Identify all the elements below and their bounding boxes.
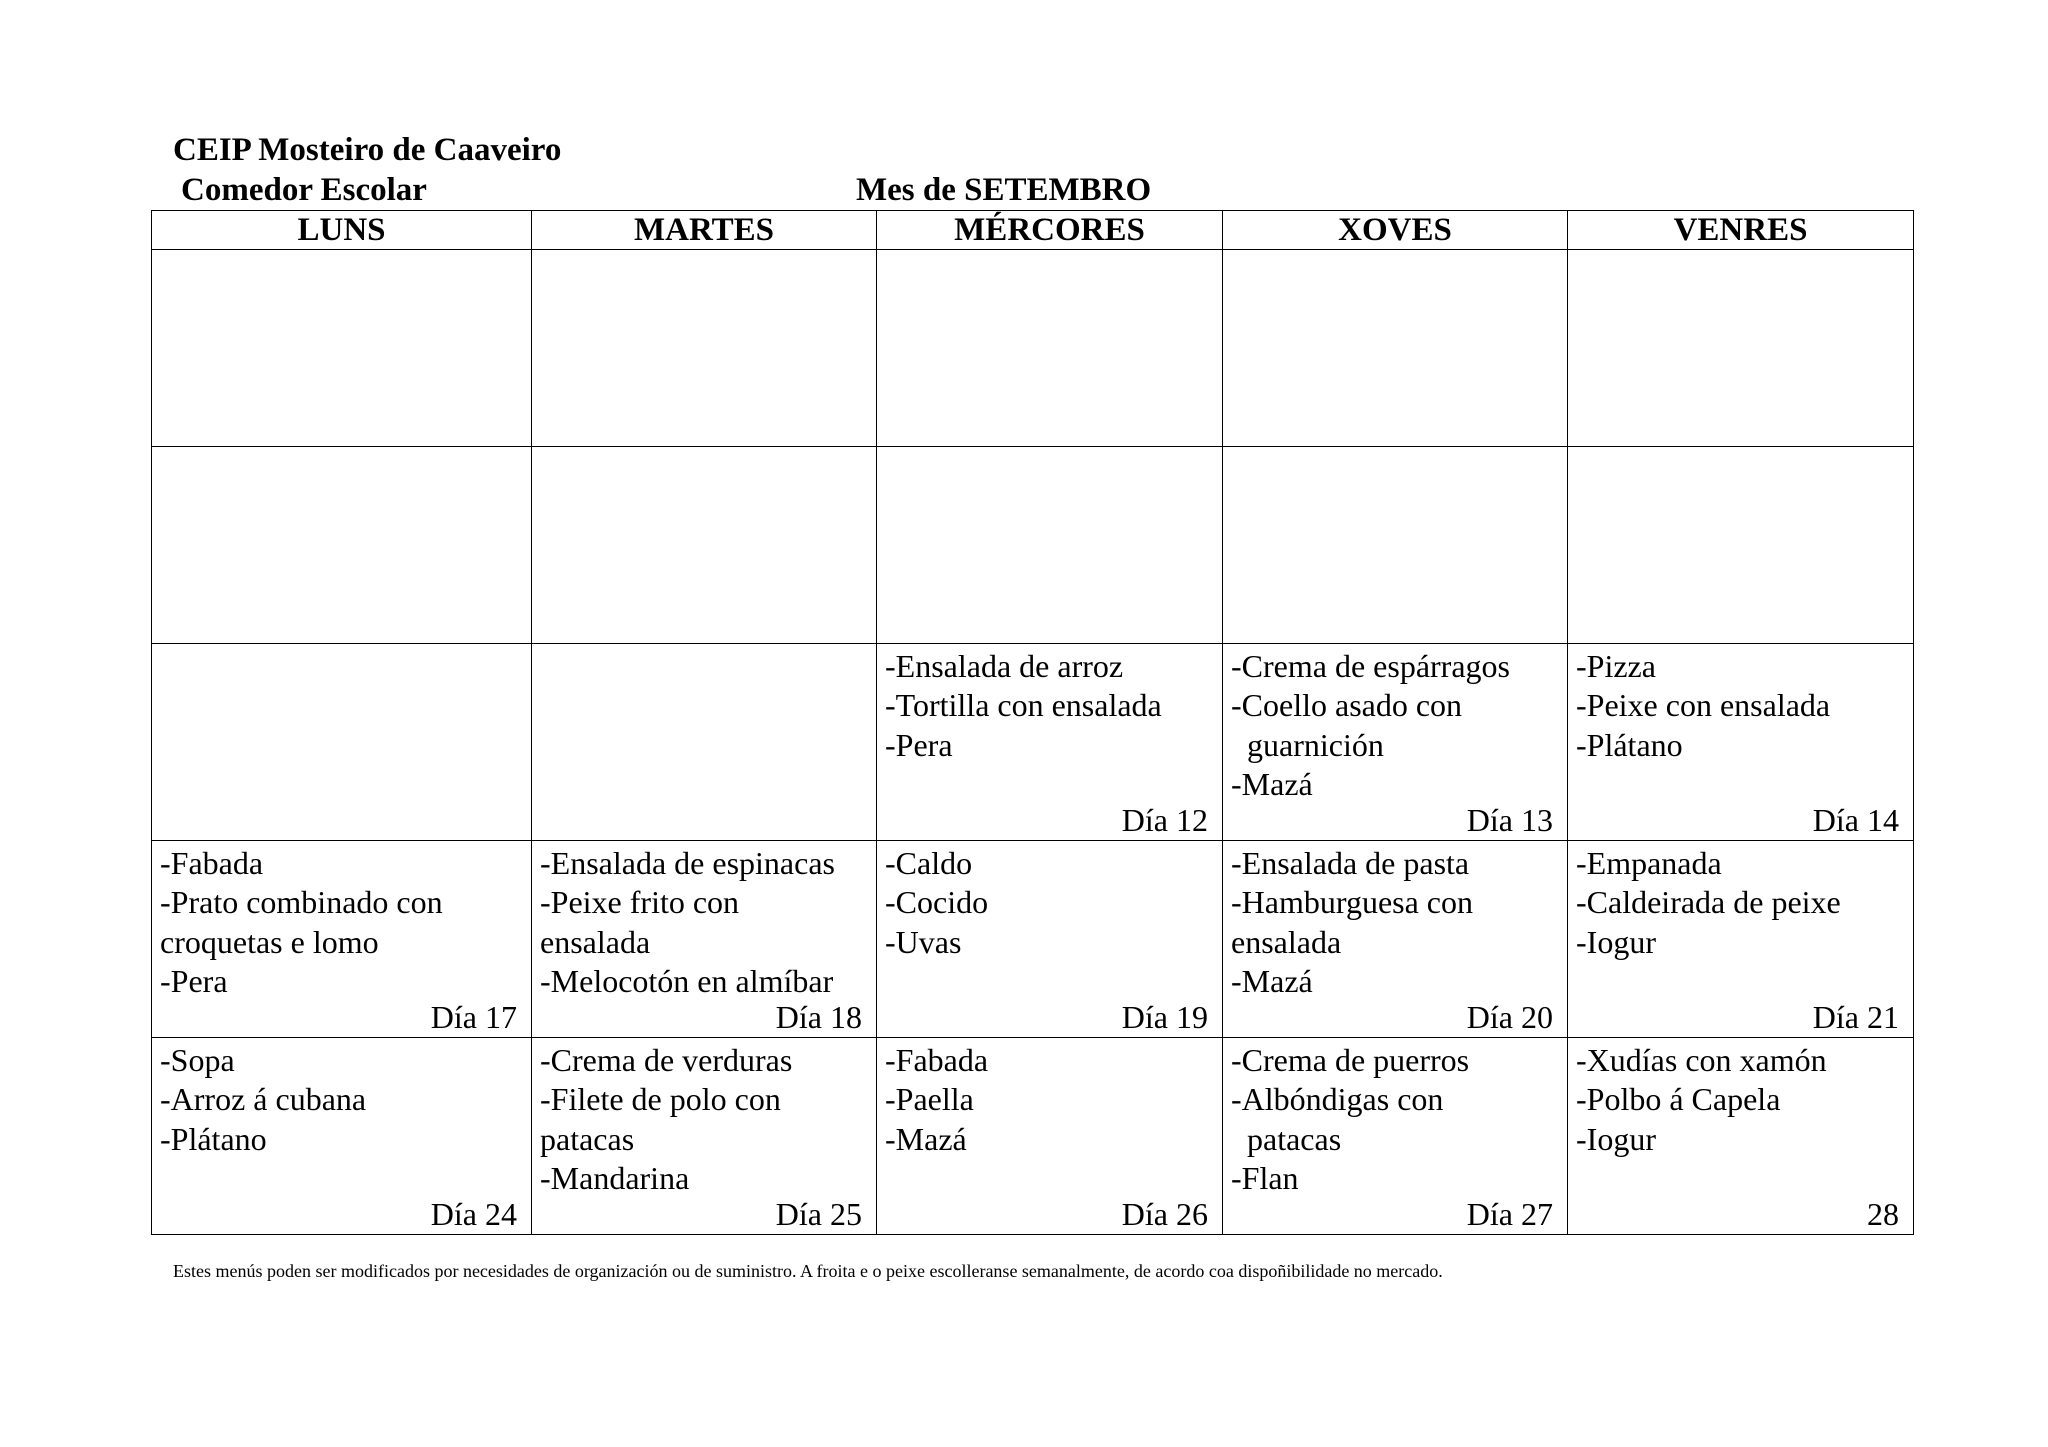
weekday-header: XOVES [1223,211,1568,250]
service-name: Comedor Escolar [181,172,427,208]
dish-item: -Peixe frito con [540,884,740,921]
week-row [152,841,1914,1038]
dish-list [1568,447,1913,450]
day-cell [1568,644,1914,841]
dish-item: -Plátano [1576,726,1683,763]
dish-item: -Pera [885,726,953,763]
dish-item: -Melocotón en almíbar [540,963,834,1000]
day-cell [532,841,877,1038]
footnote: Estes menús poden ser modificados por necesidades de organización ou de suministro. A froita e o peixe escolleranse semanalmente, de acordo coa dispoñibilidade no mercado. [173,1261,1443,1281]
day-cell [152,1038,532,1235]
dish-list [152,1038,531,1159]
day-label: Día 20 [1466,999,1553,1035]
weekday-header: MÉRCORES [877,211,1223,250]
dish-list [532,841,876,1002]
day-cell [1568,447,1914,644]
dish-item: -Tortilla con ensalada [885,687,1162,724]
day-cell [877,447,1223,644]
day-label: Día 19 [1121,999,1208,1035]
dish-item: ensalada [540,923,651,960]
dish-list [877,250,1222,253]
day-label: Día 12 [1121,802,1208,838]
dish-item: -Iogur [1576,1120,1656,1157]
dish-list [1223,841,1567,1002]
dish-list [152,644,531,647]
school-name: CEIP Mosteiro de Caaveiro [173,132,562,168]
dish-list [1568,1038,1913,1159]
week-row [152,1038,1914,1235]
dish-item: ensalada [1231,923,1342,960]
day-label: Día 18 [775,999,862,1035]
day-cell [877,644,1223,841]
day-cell [877,841,1223,1038]
day-cell [532,447,877,644]
day-label: Día 21 [1812,999,1899,1035]
dish-list [532,447,876,450]
dish-list [152,841,531,1002]
dish-list [1223,447,1567,450]
day-cell [532,644,877,841]
menu-calendar [151,210,1914,1235]
dish-list [1223,1038,1567,1199]
dish-item: -Fabada [885,1042,989,1078]
day-cell [877,250,1223,447]
dish-list [1568,644,1913,765]
dish-item: guarnición [1231,726,1384,763]
day-label: Día 17 [430,999,517,1035]
dish-list [877,1038,1222,1159]
day-cell [152,644,532,841]
weekday-header: LUNS [152,211,532,250]
dish-item: -Uvas [885,923,962,960]
week-row [152,644,1914,841]
day-cell [152,841,532,1038]
dish-item: -Albóndigas con [1231,1081,1444,1118]
dish-list [1568,841,1913,962]
dish-list [152,250,531,253]
day-label: Día 27 [1466,1196,1553,1232]
weekday-header: VENRES [1568,211,1914,250]
dish-list [152,447,531,450]
dish-item: -Caldeirada de peixe [1576,884,1841,921]
dish-item: -Ensalada de arroz [885,648,1124,684]
day-label: 28 [1867,1196,1899,1232]
dish-item: -Flan [1231,1160,1299,1197]
dish-item: -Crema de puerros [1231,1042,1470,1078]
week-row [152,250,1914,447]
day-cell [1223,250,1568,447]
day-cell [152,447,532,644]
day-cell [1568,250,1914,447]
dish-item: -Fabada [160,845,264,881]
dish-list [1568,250,1913,253]
dish-item: -Crema de espárragos [1231,648,1510,684]
dish-item: -Plátano [160,1120,267,1157]
dish-item: -Xudías con xamón [1576,1042,1827,1078]
day-cell [532,250,877,447]
weekday-header: MARTES [532,211,877,250]
dish-list [877,644,1222,765]
day-label: Día 26 [1121,1196,1208,1232]
dish-list [1223,250,1567,253]
month-title: Mes de SETEMBRO [856,172,1152,208]
dish-item: -Paella [885,1081,974,1118]
dish-list [532,1038,876,1199]
dish-item: -Mandarina [540,1160,690,1197]
day-cell [877,1038,1223,1235]
day-cell [1223,841,1568,1038]
dish-item: -Pera [160,963,228,1000]
dish-item: -Hamburguesa con [1231,884,1473,921]
day-cell [1568,1038,1914,1235]
day-cell [152,250,532,447]
dish-item: -Mazá [1231,766,1313,803]
dish-list [877,841,1222,962]
dish-item: -Cocido [885,884,989,921]
dish-item: patacas [1231,1120,1342,1157]
dish-item: -Sopa [160,1042,235,1078]
dish-item: patacas [540,1120,635,1157]
dish-list [532,644,876,647]
dish-item: -Peixe con ensalada [1576,687,1831,724]
day-label: Día 14 [1812,802,1899,838]
day-cell [1223,644,1568,841]
dish-item: -Iogur [1576,923,1656,960]
dish-item: -Crema de verduras [540,1042,793,1078]
dish-item: -Prato combinado con [160,884,443,921]
day-cell [1223,447,1568,644]
dish-item: -Pizza [1576,648,1656,684]
dish-item: -Caldo [885,845,973,881]
dish-list [877,447,1222,450]
dish-list [1223,644,1567,805]
day-label: Día 25 [775,1196,862,1232]
dish-item: -Filete de polo con [540,1081,781,1118]
dish-item: -Ensalada de espinacas [540,845,835,881]
dish-item: -Mazá [885,1120,967,1157]
day-cell [1223,1038,1568,1235]
dish-item: -Empanada [1576,845,1722,881]
weekday-header-row [152,211,1914,250]
day-label: Día 24 [430,1196,517,1232]
day-label: Día 13 [1466,802,1553,838]
dish-item: -Ensalada de pasta [1231,845,1470,881]
day-cell [1568,841,1914,1038]
dish-item: -Arroz á cubana [160,1081,367,1118]
dish-item: -Polbo á Capela [1576,1081,1781,1118]
week-row [152,447,1914,644]
dish-item: -Coello asado con [1231,687,1463,724]
dish-list [532,250,876,253]
dish-item: croquetas e lomo [160,923,379,960]
day-cell [532,1038,877,1235]
dish-item: -Mazá [1231,963,1313,1000]
